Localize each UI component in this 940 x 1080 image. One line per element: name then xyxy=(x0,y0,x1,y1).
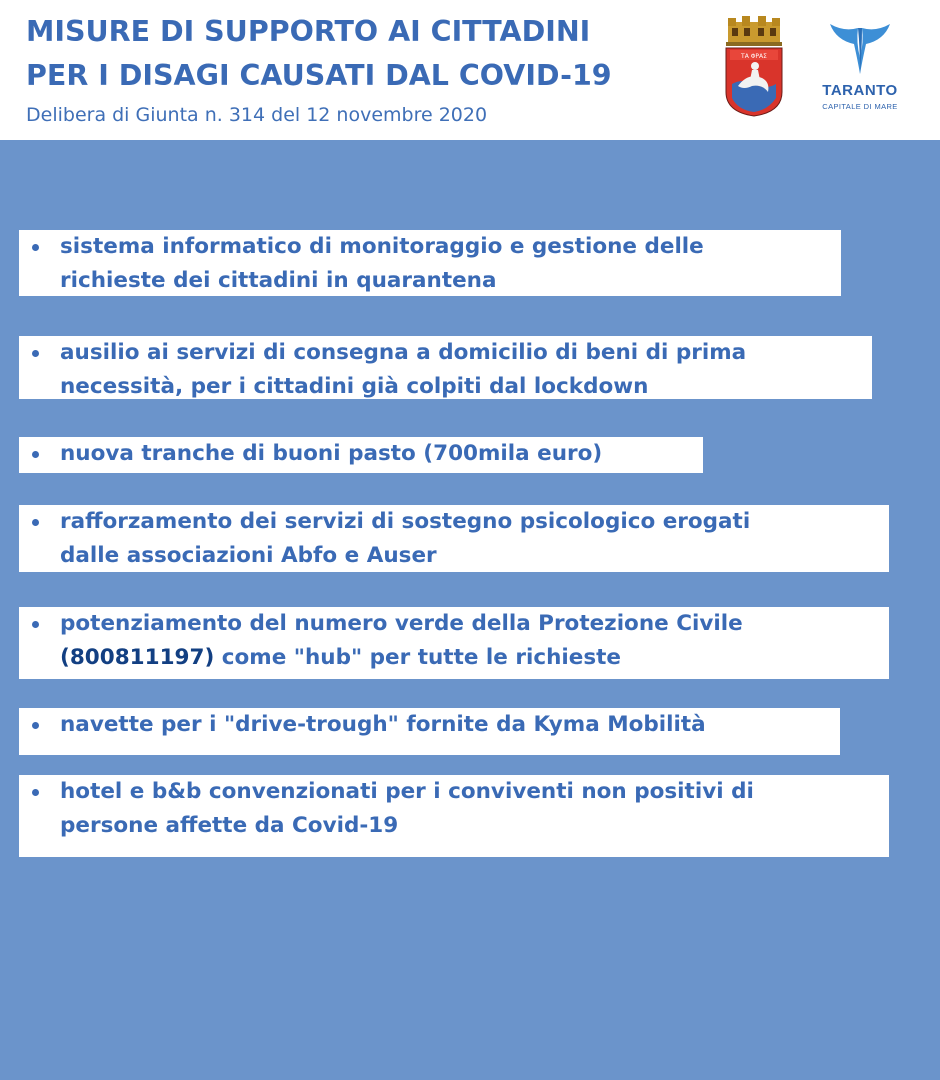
list-item-text: potenziamento del numero verde della Protezione Civile (800811197) come "hub" per tutte le richieste xyxy=(60,611,743,670)
bullet-icon xyxy=(32,350,39,357)
logo-name: TARANTO xyxy=(822,82,898,99)
list-item-text: sistema informatico di monitoraggio e gestione delle richieste dei cittadini in quarantena xyxy=(60,234,704,293)
page-title xyxy=(26,10,612,98)
list-item xyxy=(19,437,703,473)
list-item xyxy=(19,505,889,572)
bullet-icon xyxy=(32,451,39,458)
logo-tagline: CAPITALE DI MARE xyxy=(822,102,898,111)
coat-of-arms-icon xyxy=(722,12,786,118)
title-line-1: MISURE DI SUPPORTO AI CITTADINI xyxy=(26,15,591,48)
bullet-icon xyxy=(32,722,39,729)
list-item-text: ausilio ai servizi di consegna a domicilio di beni di prima necessità, per i cittadini già colpiti dal lockdown xyxy=(60,340,747,399)
list-item xyxy=(19,230,841,296)
list-item xyxy=(19,775,889,857)
list-item-text: rafforzamento dei servizi di sostegno psicologico erogati dalle associazioni Abfo e Auser xyxy=(60,509,751,568)
bullet-icon xyxy=(32,621,39,628)
title-line-2: PER I DISAGI CAUSATI DAL COVID-19 xyxy=(26,59,612,92)
header xyxy=(0,0,940,140)
list-item-text: navette per i "drive-trough" fornite da Kyma Mobilità xyxy=(60,712,706,737)
bullet-icon xyxy=(32,519,39,526)
bullet-icon xyxy=(32,789,39,796)
list-item-text: hotel e b&b convenzionati per i conviventi non positivi di persone affette da Covid-19 xyxy=(60,779,754,838)
phone-number: (800811197) xyxy=(60,645,215,670)
list-item-text: nuova tranche di buoni pasto (700mila euro) xyxy=(60,441,603,466)
list-item xyxy=(19,708,840,755)
whale-tail-icon xyxy=(800,18,920,80)
coat-of-arms-motto: ΤΑ ΦΡΑΣ xyxy=(741,53,767,60)
list-item xyxy=(19,607,889,679)
bullet-icon xyxy=(32,244,39,251)
list-item xyxy=(19,336,872,399)
page-subtitle: Delibera di Giunta n. 314 del 12 novembre 2020 xyxy=(26,104,488,126)
taranto-logo xyxy=(800,18,920,118)
